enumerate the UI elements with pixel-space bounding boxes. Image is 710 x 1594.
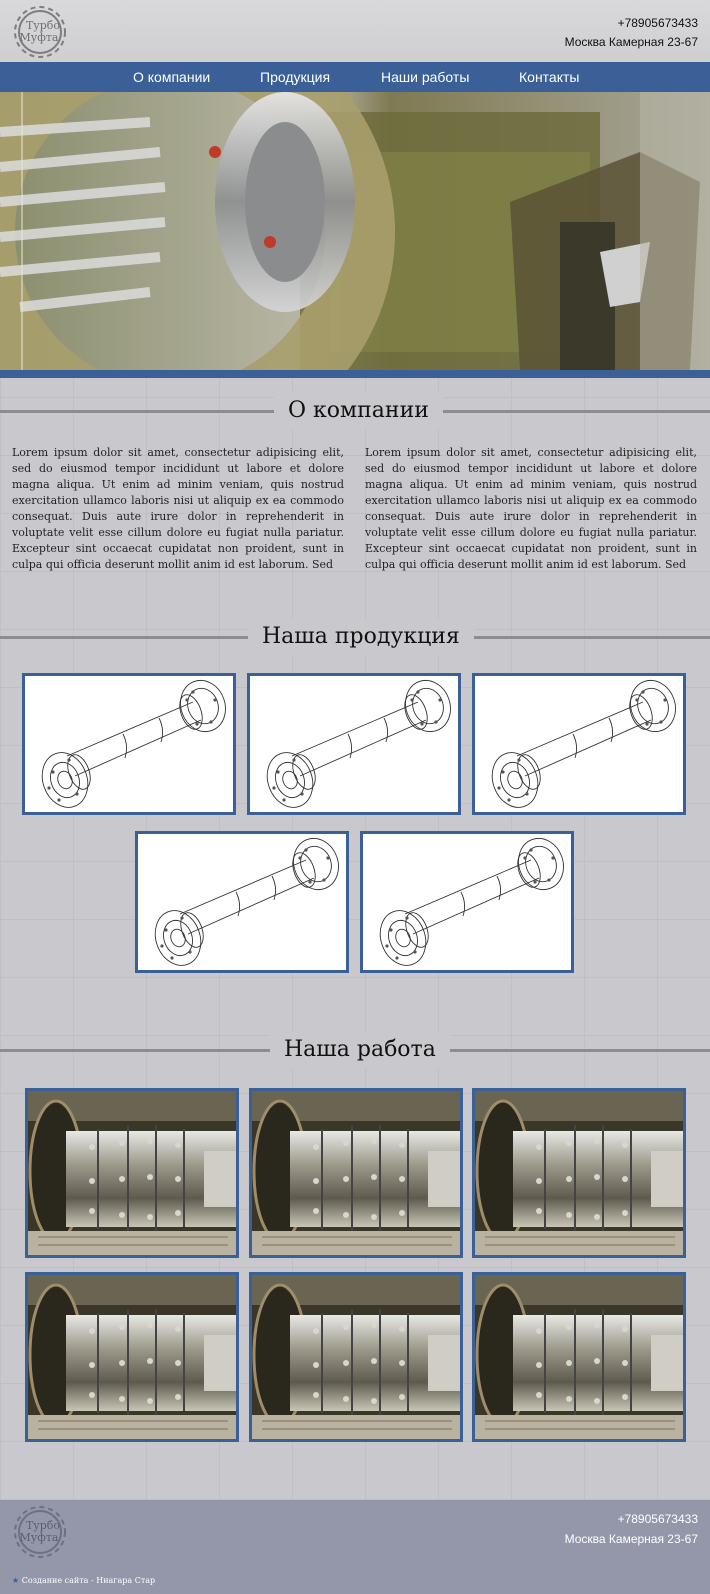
works-section-title: [0, 1032, 710, 1068]
product-card[interactable]: [360, 831, 574, 973]
product-card[interactable]: [247, 673, 461, 815]
work-card[interactable]: [249, 1272, 463, 1442]
products-section-title: [0, 619, 710, 655]
footer-credit[interactable]: [12, 1576, 155, 1585]
shaft-drawing-image: [25, 676, 233, 812]
nav-item-works[interactable]: Наши работы: [381, 69, 470, 85]
coupling-photo-image: [28, 1275, 236, 1439]
footer-credit-label: Создание сайта - Ниагара Стар: [21, 1576, 156, 1585]
product-card[interactable]: [472, 673, 686, 815]
work-card[interactable]: [472, 1272, 686, 1442]
logo-icon[interactable]: [12, 4, 68, 60]
shaft-drawing-image: [250, 676, 458, 812]
nav-item-about[interactable]: О компании: [133, 69, 211, 85]
shaft-drawing-image: [475, 676, 683, 812]
shaft-drawing-image: [138, 834, 346, 970]
shaft-drawing-image: [363, 834, 571, 970]
hero-image: [0, 92, 710, 370]
coupling-photo-image: [475, 1275, 683, 1439]
footer-address: Москва Камерная 23-67: [564, 1532, 698, 1546]
svg-text:Турбо: Турбо: [25, 1519, 61, 1532]
coupling-photo-image: [28, 1091, 236, 1255]
about-text-left: Lorem ipsum dolor sit amet, consectetur adipisicing elit, sed do eiusmod tempor incididunt ut labore et dolore magna aliqua. Ut enim ad minim veniam, quis nostrud exercitation ullamco laboris nisi ut aliquip ex ea commodo consequat. Duis aute irure dolor in reprehenderit in voluptate velit esse cillum dolore eu fugiat nulla pariatur. Excepteur sint occaecat cupidatat non proident, sunt in culpa qui officia deserunt mollit anim id est laborum. Sed: [12, 446, 344, 571]
svg-text:Муфта: Муфта: [19, 31, 59, 44]
about-title: О компании: [274, 393, 443, 429]
about-section-title: [0, 393, 710, 429]
main-nav: [0, 62, 710, 92]
work-card[interactable]: [472, 1088, 686, 1258]
footer-phone[interactable]: +78905673433: [617, 1512, 698, 1526]
about-text-right: Lorem ipsum dolor sit amet, consectetur adipisicing elit, sed do eiusmod tempor incididunt ut labore et dolore magna aliqua. Ut enim ad minim veniam, quis nostrud exercitation ullamco laboris nisi ut aliquip ex ea commodo consequat. Duis aute irure dolor in reprehenderit in voluptate velit esse cillum dolore eu fugiat nulla pariatur. Excepteur sint occaecat cupidatat non proident, sunt in culpa qui officia deserunt mollit anim id est laborum. Sed: [365, 446, 697, 571]
coupling-photo-image: [252, 1091, 460, 1255]
works-title: Наша работа: [270, 1032, 450, 1068]
header-phone[interactable]: +78905673433: [617, 16, 698, 30]
product-card[interactable]: [22, 673, 236, 815]
svg-text:Муфта: Муфта: [19, 1531, 59, 1544]
header-address: Москва Камерная 23-67: [564, 35, 698, 49]
site-footer: [0, 1500, 710, 1594]
star-icon: ★: [12, 1576, 20, 1585]
nav-item-products[interactable]: Продукция: [260, 69, 331, 85]
work-card[interactable]: [249, 1088, 463, 1258]
work-card[interactable]: [25, 1272, 239, 1442]
site-header: [0, 0, 710, 62]
products-title: Наша продукция: [248, 619, 474, 655]
coupling-photo-image: [475, 1091, 683, 1255]
work-card[interactable]: [25, 1088, 239, 1258]
product-card[interactable]: [135, 831, 349, 973]
nav-item-contacts[interactable]: Контакты: [519, 69, 580, 85]
svg-text:Турбо: Турбо: [25, 19, 61, 32]
footer-logo-icon[interactable]: [12, 1504, 68, 1560]
coupling-photo-image: [252, 1275, 460, 1439]
